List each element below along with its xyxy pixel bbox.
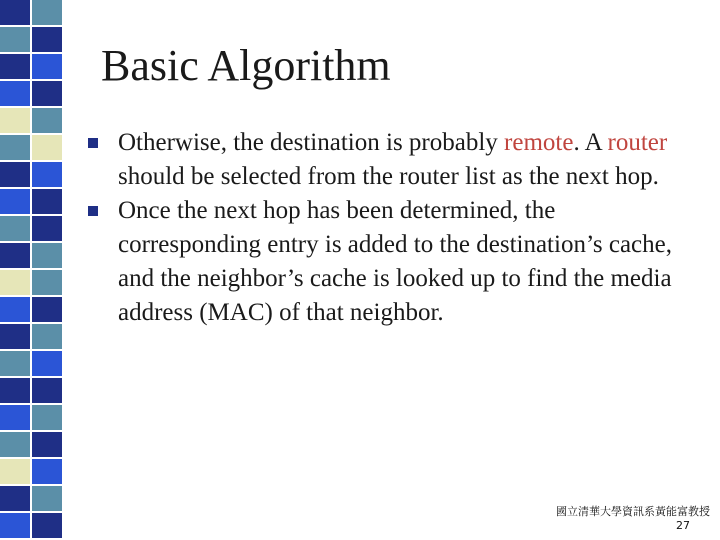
stripe-cell	[32, 270, 62, 295]
highlight-remote: remote	[504, 129, 574, 156]
stripe-cell	[0, 243, 30, 268]
stripe-block	[0, 378, 62, 405]
stripe-cell	[0, 270, 30, 295]
stripe-block	[0, 54, 62, 81]
stripe-cell	[0, 351, 30, 376]
stripe-cell	[32, 324, 62, 349]
stripe-cell	[0, 459, 30, 484]
stripe-cell	[32, 432, 62, 457]
stripe-block	[0, 324, 62, 351]
stripe-cell	[0, 216, 30, 241]
stripe-block	[0, 108, 62, 135]
stripe-cell	[32, 297, 62, 322]
bullet-item: Otherwise, the destination is probably remote. A router should be selected from the router list as the next hop.	[82, 126, 700, 194]
stripe-block	[0, 243, 62, 270]
stripe-block	[0, 162, 62, 189]
stripe-cell	[0, 378, 30, 403]
page-number: 27	[676, 519, 690, 532]
stripe-cell	[32, 162, 62, 187]
stripe-cell	[0, 297, 30, 322]
stripe-cell	[32, 243, 62, 268]
stripe-block	[0, 297, 62, 324]
stripe-cell	[0, 27, 30, 52]
stripe-cell	[32, 216, 62, 241]
stripe-block	[0, 135, 62, 162]
stripe-cell	[32, 486, 62, 511]
stripe-cell	[32, 189, 62, 214]
stripe-cell	[32, 135, 62, 160]
stripe-cell	[0, 189, 30, 214]
stripe-block	[0, 432, 62, 459]
stripe-block	[0, 27, 62, 54]
stripe-cell	[32, 459, 62, 484]
bullet-list	[82, 126, 700, 330]
square-bullet-icon	[88, 206, 98, 216]
stripe-cell	[32, 0, 62, 25]
stripe-cell	[32, 108, 62, 133]
square-bullet-icon	[88, 138, 98, 148]
highlight-router: router	[607, 129, 668, 156]
stripe-block	[0, 81, 62, 108]
stripe-cell	[0, 54, 30, 79]
bullet-item: Once the next hop has been determined, the corresponding entry is added to the destination’s cache, and the neighbor’s cache is looked up to find the media address (MAC) of that neighbor.	[82, 194, 700, 330]
stripe-cell	[0, 162, 30, 187]
stripe-cell	[0, 432, 30, 457]
stripe-cell	[32, 351, 62, 376]
decorative-stripe	[0, 0, 62, 540]
stripe-cell	[0, 513, 30, 538]
stripe-cell	[32, 81, 62, 106]
stripe-cell	[32, 513, 62, 538]
stripe-cell	[0, 0, 30, 25]
footer-credit: 國立清華大學資訊系黃能富教授	[556, 505, 710, 518]
stripe-cell	[32, 27, 62, 52]
stripe-cell	[0, 81, 30, 106]
stripe-cell	[32, 54, 62, 79]
stripe-cell	[32, 378, 62, 403]
stripe-block	[0, 0, 62, 27]
stripe-cell	[0, 324, 30, 349]
slide-title: Basic Algorithm	[101, 41, 391, 90]
stripe-block	[0, 459, 62, 486]
stripe-block	[0, 189, 62, 216]
stripe-block	[0, 351, 62, 378]
stripe-block	[0, 486, 62, 513]
stripe-block	[0, 513, 62, 540]
stripe-cell	[32, 405, 62, 430]
stripe-cell	[0, 108, 30, 133]
stripe-block	[0, 405, 62, 432]
stripe-block	[0, 216, 62, 243]
slide-footer	[556, 505, 710, 533]
stripe-cell	[0, 405, 30, 430]
stripe-cell	[0, 135, 30, 160]
stripe-cell	[0, 486, 30, 511]
stripe-block	[0, 270, 62, 297]
